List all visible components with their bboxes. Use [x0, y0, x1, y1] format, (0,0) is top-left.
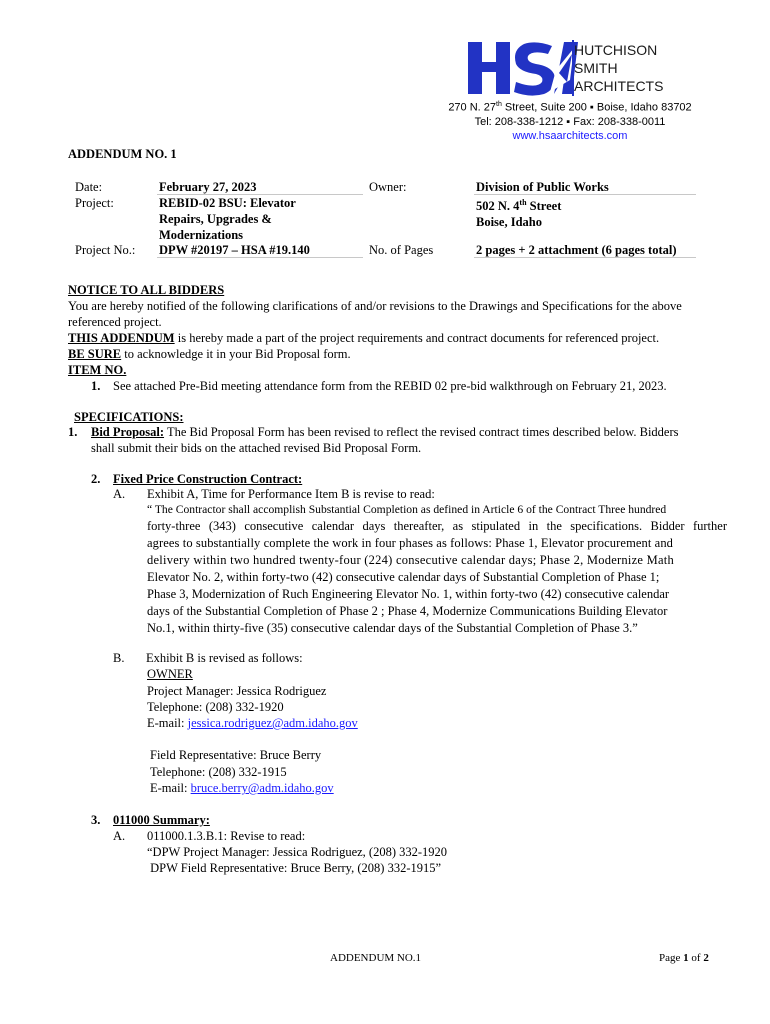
logo-letter-h: [468, 42, 510, 94]
pm-email-link[interactable]: jessica.rodriguez@adm.idaho.gov: [187, 716, 358, 730]
owner-label: Owner:: [369, 180, 407, 194]
pm-email-line: E-mail: jessica.rodriguez@adm.idaho.gov: [147, 716, 358, 730]
exhibit-a-quote: “ The Contractor shall accomplish Substantial Completion as defined in Article 6 of the Contract Three hundred forty-three (343) consecutive calendar days thereafter, as stipulated in the specifications. Bidder further agrees to substantially complete the work in four phases as follows: Phase 1, Elevator procurement and delivery within two hundred twenty-four (224) consecutive calendar days; Phase 2, Modernize Math Elevator No. 2, within forty-two (42) consecutive calendar days of Substantial Completion of Phase 1; Phase 3, Modernization of Ruch Engineering Elevator No. 1, within forty-two (42) consecutive calendar days of the Substantial Completion of Phase 2 ; Phase 4, Modernize Communications Building Elevator No.1, within thirty-five (35) consecutive calendar days of the Substantial Completion of Phase 3.”: [147, 503, 727, 635]
project-no-label: Project No.:: [75, 243, 136, 257]
firm-contact: [420, 98, 720, 143]
firm-name-line-3: ARCHITECTS: [574, 78, 664, 94]
be-sure-line: BE SURE to acknowledge it in your Bid Proposal form.: [68, 347, 351, 361]
spec-3a-text: 011000.1.3.B.1: Revise to read:: [147, 829, 306, 843]
spec-3-number: 3.: [91, 813, 101, 827]
spec-3a-quote-1: “DPW Project Manager: Jessica Rodriguez, (208) 332-1920: [147, 845, 448, 859]
pages-label: No. of Pages: [369, 243, 434, 257]
address-line: 270 N. 27th Street, Suite 200 ▪ Boise, Idaho 83702: [448, 101, 692, 114]
logo-letter-s: [514, 42, 555, 95]
firm-name: [574, 41, 663, 95]
fr-email-link[interactable]: bruce.berry@adm.idaho.gov: [190, 781, 334, 795]
fr-line: Field Representative: Bruce Berry: [150, 748, 322, 762]
firm-name-line-2: SMITH: [574, 60, 618, 76]
fr-email-line: E-mail: bruce.berry@adm.idaho.gov: [150, 781, 334, 795]
notice-intro-1: You are hereby notified of the following clarifications of and/or revisions to the Drawings and Specifications for the above: [68, 299, 682, 313]
website-link[interactable]: www.hsaarchitects.com: [512, 129, 628, 142]
notice-intro-2: referenced project.: [68, 315, 162, 329]
spec-1-line-2: shall submit their bids on the attached revised Bid Proposal Form.: [91, 441, 422, 455]
pm-line: Project Manager: Jessica Rodriguez: [147, 684, 327, 698]
item-heading: ITEM NO.: [68, 363, 127, 377]
spec-2b-letter: B.: [113, 651, 125, 665]
spec-2-title: Fixed Price Construction Contract:: [113, 472, 303, 486]
page-number: Page 1 of 2: [659, 952, 709, 964]
owner-heading: OWNER: [147, 667, 193, 681]
phone-line: Tel: 208-338-1212 ▪ Fax: 208-338-0011: [474, 115, 666, 128]
specifications-heading: SPECIFICATIONS:: [74, 410, 184, 424]
item-1-text: See attached Pre-Bid meeting attendance form from the REBID 02 pre-bid walkthrough on February 21, 2023.: [113, 379, 667, 393]
project-label: Project:: [75, 196, 114, 210]
spec-3a-quote-2: DPW Field Representative: Bruce Berry, (208) 332-1915”: [147, 861, 442, 875]
spec-1-number: 1.: [68, 425, 78, 439]
owner-value: Division of Public Works 502 N. 4th Street Boise, Idaho: [476, 180, 609, 230]
spec-2-number: 2.: [91, 472, 101, 486]
addendum-heading: ADDENDUM NO. 1: [68, 147, 177, 161]
pm-phone: Telephone: (208) 332-1920: [147, 700, 284, 714]
firm-name-line-1: HUTCHISON: [574, 42, 658, 58]
spec-2a-letter: A.: [113, 487, 126, 501]
this-addendum-line: THIS ADDENDUM is hereby made a part of the project requirements and contract documents for referenced project.: [68, 331, 660, 345]
fr-phone: Telephone: (208) 332-1915: [150, 765, 287, 779]
spec-3-title: 011000 Summary:: [113, 813, 210, 827]
spec-1-line-1: Bid Proposal: The Bid Proposal Form has been revised to reflect the revised contract times described below. Bidders: [91, 425, 679, 439]
project-no-value: DPW #20197 – HSA #19.140: [159, 243, 310, 257]
spec-3a-letter: A.: [113, 829, 126, 843]
date-label: Date:: [75, 180, 103, 194]
notice-heading: NOTICE TO ALL BIDDERS: [68, 283, 225, 297]
item-1-number: 1.: [91, 379, 101, 393]
date-value: February 27, 2023: [159, 180, 257, 194]
project-value: REBID-02 BSU: Elevator Repairs, Upgrades & Modernizations: [159, 196, 296, 242]
spec-2b-text: Exhibit B is revised as follows:: [146, 651, 303, 665]
pages-value: 2 pages + 2 attachment (6 pages total): [476, 243, 677, 257]
spec-2a-text: Exhibit A, Time for Performance Item B is revise to read:: [147, 487, 435, 501]
footer-title: ADDENDUM NO.1: [330, 952, 422, 964]
